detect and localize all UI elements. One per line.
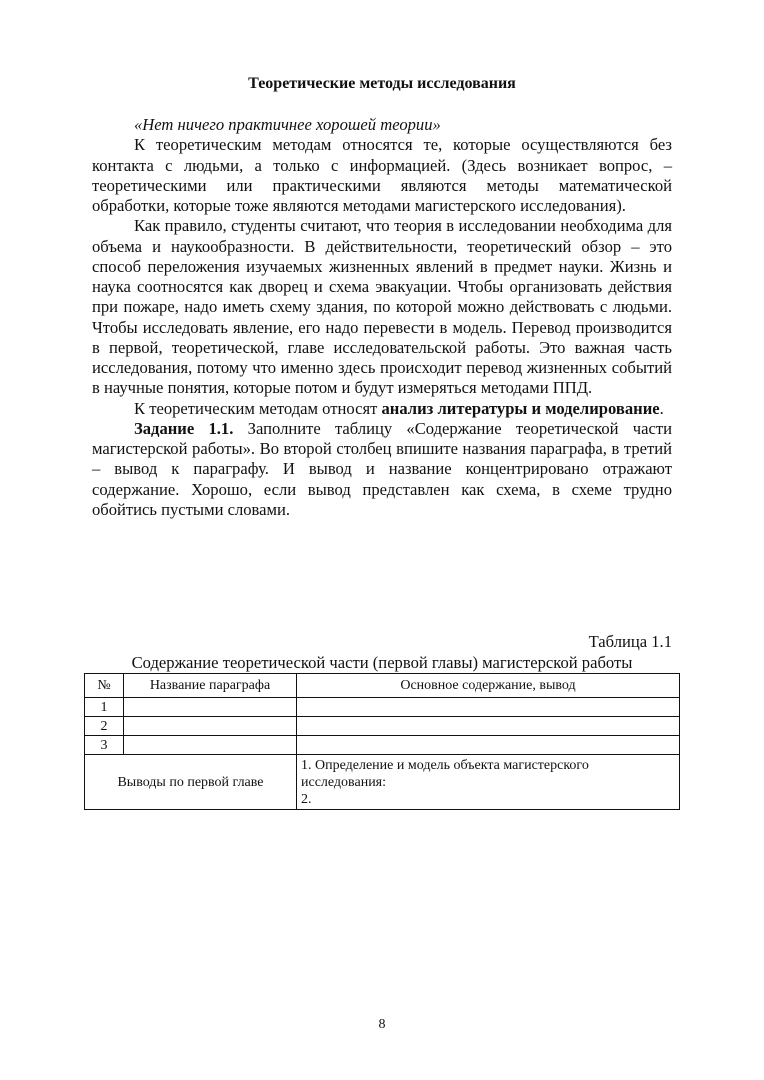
task-paragraph [92, 419, 672, 520]
conclusions-row [85, 755, 680, 810]
row-content-cell[interactable] [297, 736, 680, 755]
task-text: Заполните таблицу «Содержание теоретической части магистерской работы». Во второй столбец впишите названия параграфа, в третий – вывод к параграфу. И вывод и название концентрировано отражают содержание. Хорошо, если вывод представлен как схема, в схеме трудно обойтись пустыми словами. [92, 418, 672, 519]
row-name-cell[interactable] [124, 717, 297, 736]
paragraph-2: Как правило, студенты считают, что теория в исследовании необходима для объема и наукообразности. В действительности, теоретический обзор – это способ переложения изучаемых жизненных явлений в предмет науки. Жизнь и наука соотносятся как дворец и схема эвакуации. Чтобы организовать действия при пожаре, надо иметь схему здания, по которой можно действовать с людьми. Чтобы исследовать явление, его надо перевести в модель. Перевод производится в первой, теоретической, главе исследовательской работы. Это важная часть исследования, потому что именно здесь происходит перевод жизненных событий в научные понятия, которые потом и будут измеряться методами ППД. [92, 216, 672, 398]
row-name-cell[interactable] [124, 698, 297, 717]
section-title: Теоретические методы исследования [248, 75, 516, 92]
paragraph-3-text: К теоретическим методам относят [134, 398, 382, 418]
conclusion-item-2: 2. [301, 792, 312, 807]
row-num: 3 [85, 736, 124, 755]
paragraph-3-bold: анализ литературы и моделирование [381, 398, 660, 418]
table-header-row [85, 674, 680, 698]
conclusions-label: Выводы по первой главе [85, 755, 297, 810]
header-content: Основное содержание, вывод [297, 674, 680, 698]
epigraph: «Нет ничего практичнее хорошей теории» [134, 115, 441, 134]
row-num: 1 [85, 698, 124, 717]
body-text [92, 115, 672, 520]
row-num: 2 [85, 717, 124, 736]
paragraph-1: К теоретическим методам относятся те, которые осуществляются без контакта с людьми, а только с информацией. (Здесь возникает вопрос, – теоретическими или практическими являются методы математической обработки, которые тоже являются методами магистерского исследования). [92, 135, 672, 215]
page-number: 8 [378, 1017, 386, 1032]
paragraph-3 [92, 399, 672, 419]
conclusions-content[interactable] [297, 755, 680, 810]
row-content-cell[interactable] [297, 717, 680, 736]
content-table [84, 673, 680, 810]
header-name: Название параграфа [124, 674, 297, 698]
header-num: № [85, 674, 124, 698]
table-title: Содержание теоретической части (первой главы) магистерской работы [131, 653, 633, 672]
row-name-cell[interactable] [124, 736, 297, 755]
task-label: Задание 1.1. [134, 418, 234, 438]
conclusion-item-1: 1. Определение и модель объекта магистерского исследования: [301, 758, 589, 790]
table-row [85, 717, 680, 736]
table-row [85, 698, 680, 717]
table-row [85, 736, 680, 755]
row-content-cell[interactable] [297, 698, 680, 717]
paragraph-3-end: . [659, 398, 664, 418]
table-number: Таблица 1.1 [588, 632, 672, 651]
